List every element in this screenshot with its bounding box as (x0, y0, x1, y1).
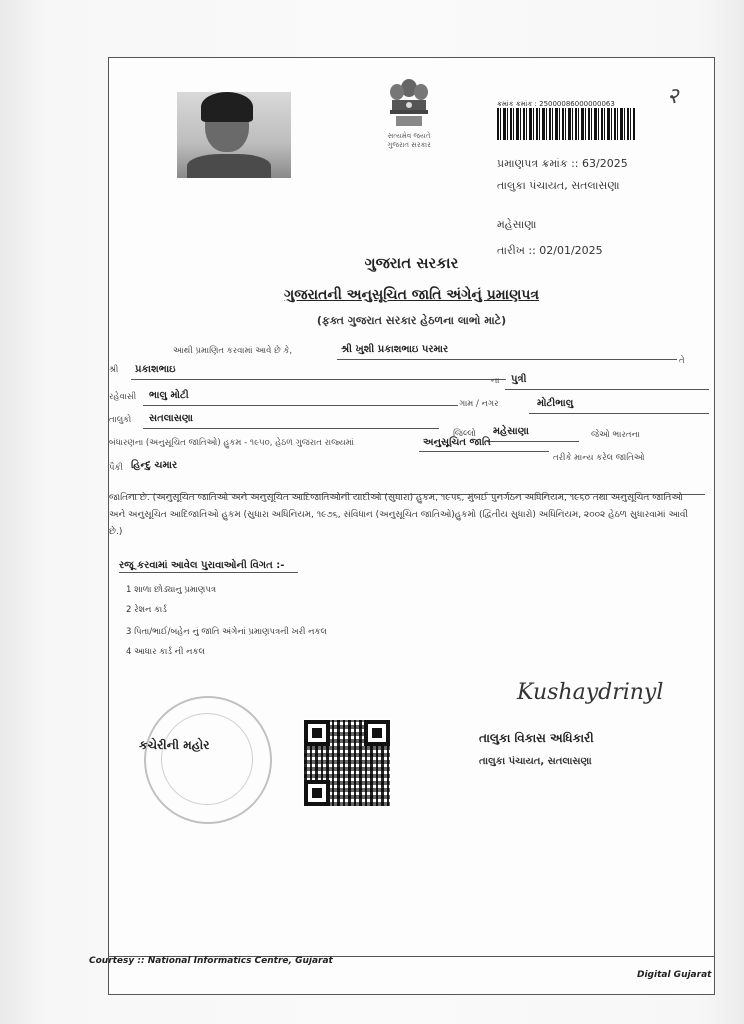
qr-finder (304, 720, 330, 746)
certificate-subtitle: (ફક્ત ગુજરાત સરકાર હેઠળના લાભો માટે) (316, 314, 507, 327)
na-label: ના (491, 376, 500, 386)
emblem-caption-2: ગુજરાત સરકાર (387, 141, 431, 149)
qr-finder (364, 720, 390, 746)
relation-line (505, 373, 709, 390)
relation: પુત્રી (511, 374, 527, 385)
issuing-office: તાલુકા પંચાયત, સતલાસણા (497, 179, 620, 192)
government-title: ગુજરાત સરકાર (364, 254, 459, 272)
handwritten-mark: २ (667, 84, 679, 109)
office-stamp-inner (161, 713, 253, 805)
who-label: જેઓ ભારતના (591, 430, 640, 440)
issue-date: તારીખ :: 02/01/2025 (497, 244, 603, 257)
category-value: અનુસૂચિત જાતિ (423, 437, 491, 448)
applicant-name: શ્રી ખુશી પ્રકાશભાઇ પરમાર (341, 344, 449, 355)
district-label: જિલ્લો (453, 429, 476, 439)
qr-code (302, 718, 392, 808)
taluka-value: સતલાસણા (149, 413, 194, 424)
document-item: 3 પિતા/ભાઈ/બહેન નું જાતિ અંગેનાં પ્રમાણપત્રની ખરી નકલ (126, 627, 327, 637)
certificate-title: ગુજરાતની અનુસૂચિત જાતિ અંગેનું પ્રમાણપત્ર (283, 287, 539, 303)
issuing-district: મહેસાણા (497, 218, 537, 231)
among-label: પૈકી (109, 463, 123, 473)
resident-value: ભાલુ મોટી (149, 390, 189, 401)
barcode (497, 108, 635, 140)
documents-title: રજૂ કરવામાં આવેલ પુરાવાઓની વિગત :- (119, 560, 298, 573)
legal-paragraph: જાતિના છે. (અનુસૂચિત જાતિઓ અને અનુસૂચિત આદિજાતિઓની યાદીઓ (સુધારા) હુકમ, ૧૯૫૬, મુંબઈ પુનર્ગઠન અધિનિયમ, ૧૯૬૦ તથા અનુસૂચિત જાતિઓ અને અનુસૂચિત આદિજાતિઓ હુકમ (સુધારા અધિનિયમ, ૧૯૭૬, સંવિધાન (અનુસૂચિત જાતિઓ)હુકમો (દ્વિતીય સુધારો) અધિનિયમ, ૨૦૦૨ હેઠળ સુધારવામાં આવી છે.) (109, 493, 689, 537)
ashoka-emblem-icon (384, 76, 434, 128)
resident-label: રહેવાસી (109, 392, 137, 402)
intro-label: આથી પ્રમાણિત કરવામાં આવે છે કે, (173, 346, 293, 356)
recognized-label: તરીકે માન્ય કરેલ જાતિઓ (553, 453, 645, 463)
qr-finder (304, 780, 330, 806)
village-value: મોટીભાલુ (537, 398, 574, 409)
document-item: 4 આધાર કાર્ડ ની નકલ (126, 647, 205, 657)
district-value: મહેસાણા (493, 426, 529, 437)
footer-courtesy: Courtesy :: National Informatics Centre, Gujarat (89, 956, 333, 966)
father-line (131, 363, 506, 380)
document-item: 1 શાળા છોડ્યાનુ પ્રમાણપત્ર (126, 585, 217, 595)
officer-signature: Kushaydrinyl (517, 680, 664, 705)
taluka-label: તાલુકો (109, 415, 132, 425)
footer-brand: Digital Gujarat (637, 970, 712, 980)
caste-value: હિન્દુ ચમાર (131, 460, 178, 471)
office-seal-label: કચેરીની મહોર (139, 738, 210, 752)
officer-title: તાલુકા વિકાસ અધિકારી (479, 731, 594, 745)
constitution-label: બંધારણના (અનુસૂચિત જાતિઓ) હુકમ - ૧૯૫૦, હેઠળ ગુજરાત રાજ્યમાં (109, 438, 354, 448)
emblem-caption-1: સત્યમેવ જયતે (387, 132, 431, 140)
shri-label: શ્રી (109, 365, 119, 375)
document-item: 2 રેશન કાર્ડ (126, 605, 167, 615)
state-emblem (374, 76, 444, 158)
resident-line (143, 389, 458, 406)
barcode-number: ક્રમાંક ક્રમાંક : 25000086000000063 (497, 100, 615, 108)
father-name: પ્રકાશભાઇ (135, 364, 176, 375)
te-label: તે (679, 356, 685, 366)
applicant-photo (177, 92, 291, 178)
certificate-number: પ્રમાણપત્ર ક્રમાંક :: 63/2025 (497, 157, 628, 170)
village-label: ગામ / નગર (459, 399, 499, 409)
certificate-sheet (89, 57, 715, 995)
officer-office: તાલુકા પંચાયત, સતલાસણા (479, 756, 592, 767)
